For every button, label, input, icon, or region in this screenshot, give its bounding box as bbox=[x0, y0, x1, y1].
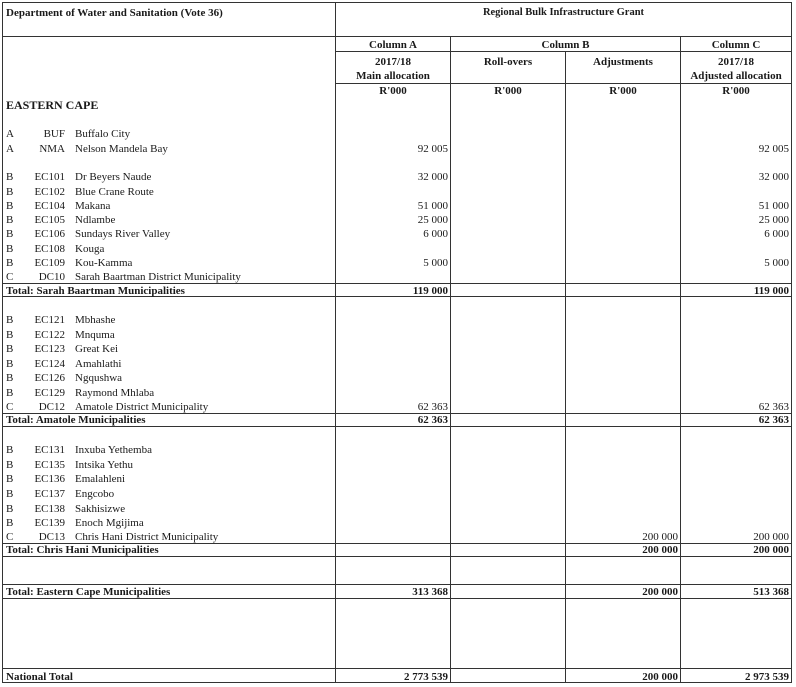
total-cell-a: 119 000 bbox=[412, 285, 448, 297]
cell-name: Mbhashe bbox=[75, 314, 116, 326]
total-cell-c: 200 000 bbox=[642, 671, 678, 683]
cell-name: Mnquma bbox=[75, 329, 115, 341]
total-cell-label: Total: Amatole Municipalities bbox=[6, 414, 146, 426]
cell-cat: B bbox=[6, 186, 14, 198]
cell-code: NMA bbox=[39, 143, 65, 155]
row-divider bbox=[3, 556, 791, 557]
unit-label: R'000 bbox=[379, 85, 407, 97]
cell-name: Sakhisizwe bbox=[75, 503, 126, 515]
cell-name: Sundays River Valley bbox=[75, 228, 171, 240]
cell-code: EC101 bbox=[34, 171, 65, 183]
cell-name: Kouga bbox=[75, 243, 105, 255]
column-a-year: 2017/18 bbox=[374, 56, 412, 68]
cell-cat: B bbox=[6, 358, 14, 370]
cell-d: 32 000 bbox=[758, 171, 789, 183]
total-cell-d: 2 973 539 bbox=[745, 671, 789, 683]
cell-code: EC106 bbox=[34, 228, 65, 240]
unit-label: R'000 bbox=[609, 85, 637, 97]
cell-a: 25 000 bbox=[417, 214, 448, 226]
cell-name: Great Kei bbox=[75, 343, 119, 355]
cell-cat: B bbox=[6, 488, 14, 500]
cell-d: 5 000 bbox=[764, 257, 789, 269]
row-divider bbox=[3, 283, 791, 284]
cell-cat: C bbox=[6, 271, 14, 283]
total-cell-c: 200 000 bbox=[642, 586, 678, 598]
cell-cat: B bbox=[6, 372, 14, 384]
cell-name: Inxuba Yethemba bbox=[75, 444, 152, 456]
cell-code: EC122 bbox=[34, 329, 65, 341]
cell-cat: B bbox=[6, 343, 14, 355]
cell-a: 92 005 bbox=[417, 143, 448, 155]
row-divider bbox=[3, 36, 791, 37]
cell-a: 51 000 bbox=[417, 200, 448, 212]
cell-code: EC104 bbox=[34, 200, 65, 212]
cell-cat: B bbox=[6, 517, 14, 529]
total-cell-a: 313 368 bbox=[412, 586, 448, 598]
cell-code: EC137 bbox=[34, 488, 65, 500]
cell-cat: B bbox=[6, 329, 14, 341]
cell-code: EC129 bbox=[34, 387, 65, 399]
column-a-subtitle: Main allocation bbox=[356, 70, 430, 82]
column-a-header: Column A bbox=[369, 39, 417, 51]
cell-code: EC139 bbox=[34, 517, 65, 529]
cell-code: EC109 bbox=[34, 257, 65, 269]
column-c-subtitle: Adjusted allocation bbox=[690, 70, 782, 82]
total-cell-label: National Total bbox=[6, 671, 73, 683]
cell-name: Amahlathi bbox=[75, 358, 122, 370]
cell-code: DC12 bbox=[38, 401, 65, 413]
row-divider bbox=[336, 83, 791, 84]
cell-code: EC105 bbox=[34, 214, 65, 226]
cell-cat: C bbox=[6, 401, 14, 413]
total-cell-label: Total: Sarah Baartman Municipalities bbox=[6, 285, 185, 297]
cell-cat: A bbox=[6, 143, 14, 155]
cell-cat: A bbox=[6, 128, 14, 140]
col-divider bbox=[450, 36, 451, 682]
rollovers-header: Roll-overs bbox=[483, 56, 533, 68]
cell-code: EC131 bbox=[34, 444, 65, 456]
cell-d: 92 005 bbox=[758, 143, 789, 155]
cell-cat: B bbox=[6, 387, 14, 399]
cell-code: EC121 bbox=[34, 314, 65, 326]
cell-a: 6 000 bbox=[423, 228, 448, 240]
cell-cat: B bbox=[6, 503, 14, 515]
cell-cat: C bbox=[6, 531, 14, 543]
cell-name: Enoch Mgijima bbox=[75, 517, 144, 529]
total-cell-d: 62 363 bbox=[758, 414, 789, 426]
cell-name: Intsika Yethu bbox=[75, 459, 134, 471]
total-cell-d: 513 368 bbox=[753, 586, 789, 598]
cell-c: 200 000 bbox=[642, 531, 678, 543]
total-cell-a: 62 363 bbox=[417, 414, 448, 426]
row-divider bbox=[3, 668, 791, 669]
row-divider bbox=[3, 426, 791, 427]
cell-cat: B bbox=[6, 459, 14, 471]
column-b-header: Column B bbox=[541, 39, 590, 51]
total-cell-d: 200 000 bbox=[753, 544, 789, 556]
column-c-header: Column C bbox=[711, 39, 761, 51]
cell-name: Raymond Mhlaba bbox=[75, 387, 155, 399]
column-c-year: 2017/18 bbox=[717, 56, 755, 68]
cell-name: Engcobo bbox=[75, 488, 115, 500]
cell-name: Makana bbox=[75, 200, 111, 212]
cell-a: 62 363 bbox=[417, 401, 448, 413]
allocation-table bbox=[2, 2, 792, 683]
cell-cat: B bbox=[6, 214, 14, 226]
cell-name: Blue Crane Route bbox=[75, 186, 154, 198]
cell-code: EC136 bbox=[34, 473, 65, 485]
cell-cat: B bbox=[6, 314, 14, 326]
cell-code: EC102 bbox=[34, 186, 65, 198]
cell-cat: B bbox=[6, 228, 14, 240]
cell-code: EC126 bbox=[34, 372, 65, 384]
cell-d: 62 363 bbox=[758, 401, 789, 413]
grant-title: Regional Bulk Infrastructure Grant bbox=[482, 7, 645, 18]
cell-cat: B bbox=[6, 200, 14, 212]
cell-code: BUF bbox=[43, 128, 65, 140]
cell-cat: B bbox=[6, 171, 14, 183]
cell-cat: B bbox=[6, 473, 14, 485]
cell-cat: B bbox=[6, 243, 14, 255]
department-title: Department of Water and Sanitation (Vote 36) bbox=[6, 7, 223, 19]
cell-d: 51 000 bbox=[758, 200, 789, 212]
row-divider bbox=[336, 51, 791, 52]
total-cell-a: 2 773 539 bbox=[404, 671, 448, 683]
cell-code: EC123 bbox=[34, 343, 65, 355]
cell-name: Ndlambe bbox=[75, 214, 116, 226]
cell-code: DC10 bbox=[38, 271, 65, 283]
cell-name: Kou-Kamma bbox=[75, 257, 133, 269]
cell-name: Dr Beyers Naude bbox=[75, 171, 152, 183]
total-cell-label: Total: Eastern Cape Municipalities bbox=[6, 586, 171, 598]
cell-d: 6 000 bbox=[764, 228, 789, 240]
cell-name: Sarah Baartman District Municipality bbox=[75, 271, 241, 283]
col-divider bbox=[335, 3, 336, 682]
cell-cat: B bbox=[6, 444, 14, 456]
unit-label: R'000 bbox=[494, 85, 522, 97]
cell-code: EC108 bbox=[34, 243, 65, 255]
total-cell-label: Total: Chris Hani Municipalities bbox=[6, 544, 159, 556]
cell-code: EC138 bbox=[34, 503, 65, 515]
cell-name: Emalahleni bbox=[75, 473, 126, 485]
total-cell-d: 119 000 bbox=[753, 285, 789, 297]
province-heading: EASTERN CAPE bbox=[6, 98, 99, 112]
cell-name: Nelson Mandela Bay bbox=[75, 143, 168, 155]
cell-name: Chris Hani District Municipality bbox=[75, 531, 219, 543]
cell-d: 25 000 bbox=[758, 214, 789, 226]
cell-a: 32 000 bbox=[417, 171, 448, 183]
cell-code: EC135 bbox=[34, 459, 65, 471]
cell-code: DC13 bbox=[38, 531, 65, 543]
row-divider bbox=[3, 598, 791, 599]
adjustments-header: Adjustments bbox=[593, 56, 653, 68]
total-cell-c: 200 000 bbox=[642, 544, 678, 556]
cell-a: 5 000 bbox=[423, 257, 448, 269]
cell-name: Amatole District Municipality bbox=[75, 401, 209, 413]
cell-cat: B bbox=[6, 257, 14, 269]
cell-name: Buffalo City bbox=[75, 128, 131, 140]
cell-name: Ngqushwa bbox=[75, 372, 123, 384]
cell-d: 200 000 bbox=[753, 531, 789, 543]
cell-code: EC124 bbox=[34, 358, 65, 370]
row-divider bbox=[3, 584, 791, 585]
unit-label: R'000 bbox=[722, 85, 750, 97]
